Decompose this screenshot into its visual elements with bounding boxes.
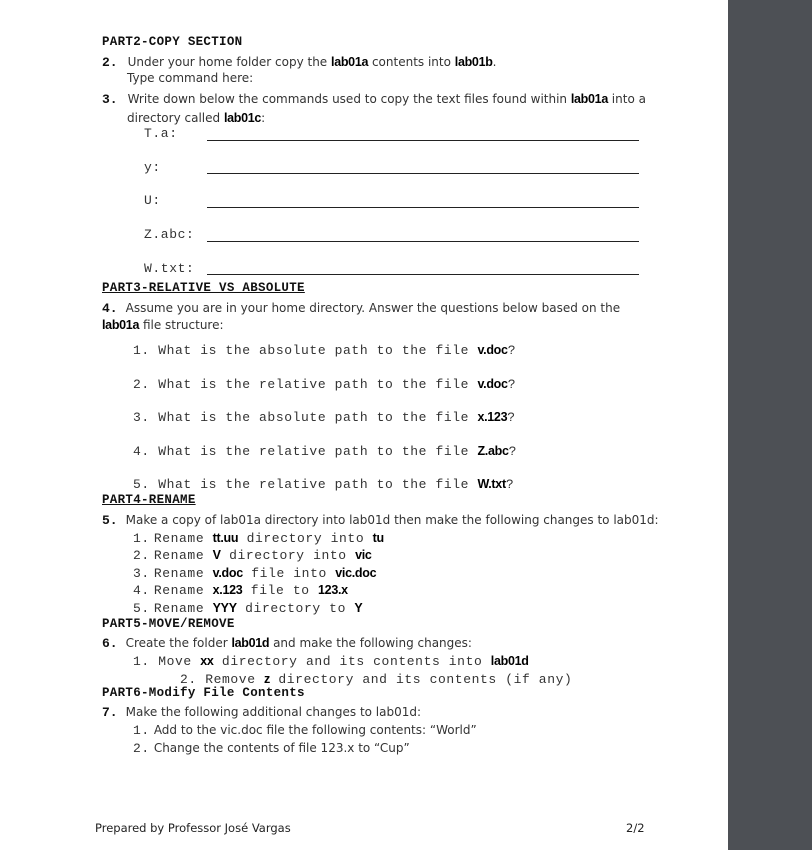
viewer-background — [728, 0, 812, 850]
path-question: 5. What is the relative path to the file W.txt? — [133, 477, 515, 492]
blank-label: W.txt: — [144, 261, 195, 276]
question-3: 3. Write down below the commands used to copy the text files found within lab01a into a — [102, 92, 646, 107]
answer-line[interactable] — [207, 173, 639, 174]
rename-item: 5. Rename YYY directory to Y — [133, 601, 363, 616]
blank-label: Z.abc: — [144, 227, 195, 242]
answer-line[interactable] — [207, 140, 639, 141]
page-number: 2/2 — [626, 821, 645, 835]
question-3-line2: directory called lab01c: — [127, 111, 266, 125]
move-item: 1. Move xx directory and its contents into lab01d — [133, 654, 529, 669]
question-2: 2. Under your home folder copy the lab01a contents into lab01b. — [102, 55, 497, 70]
rename-item: 3. Rename v.doc file into vic.doc — [133, 566, 377, 581]
part2-heading: PART2-COPY SECTION — [102, 35, 243, 49]
path-question: 4. What is the relative path to the file Z.abc? — [133, 444, 518, 459]
rename-item: 1. Rename tt.uu directory into tu — [133, 531, 384, 546]
part3-heading: PART3-RELATIVE VS ABSOLUTE — [102, 281, 305, 295]
question-4-line2: lab01a file structure: — [102, 318, 224, 332]
blank-label: y: — [144, 160, 161, 175]
part4-heading: PART4-RENAME — [102, 493, 196, 507]
part5-heading: PART5-MOVE/REMOVE — [102, 617, 235, 631]
answer-line[interactable] — [207, 274, 639, 275]
answer-line[interactable] — [207, 207, 639, 208]
question-7: 7. Make the following additional changes to lab01d: — [102, 705, 422, 720]
footer-author: Prepared by Professor José Vargas — [95, 821, 291, 835]
blank-label: U: — [144, 193, 161, 208]
part6-heading: PART6-Modify File Contents — [102, 686, 305, 700]
remove-item: 2. Remove z directory and its contents (if any) — [180, 672, 573, 687]
rename-item: 4. Rename x.123 file to 123.x — [133, 583, 348, 598]
rename-item: 2. Rename V directory into vic — [133, 548, 372, 563]
question-6: 6. Create the folder lab01d and make the following changes: — [102, 636, 472, 651]
path-question: 2. What is the relative path to the file v.doc? — [133, 377, 517, 392]
path-question: 3. What is the absolute path to the file x.123? — [133, 410, 516, 425]
blank-label: T.a: — [144, 126, 178, 141]
question-2-line2: Type command here: — [127, 71, 254, 85]
question-4: 4. Assume you are in your home directory. Answer the questions below based on the — [102, 301, 621, 316]
answer-line[interactable] — [207, 241, 639, 242]
modify-item: 2. Change the contents of file 123.x to “Cup” — [133, 741, 410, 756]
question-5: 5. Make a copy of lab01a directory into lab01d then make the following changes to lab01d: — [102, 513, 659, 528]
path-question: 1. What is the absolute path to the file v.doc? — [133, 343, 517, 358]
modify-item: 1. Add to the vic.doc file the following contents: “World” — [133, 723, 477, 738]
